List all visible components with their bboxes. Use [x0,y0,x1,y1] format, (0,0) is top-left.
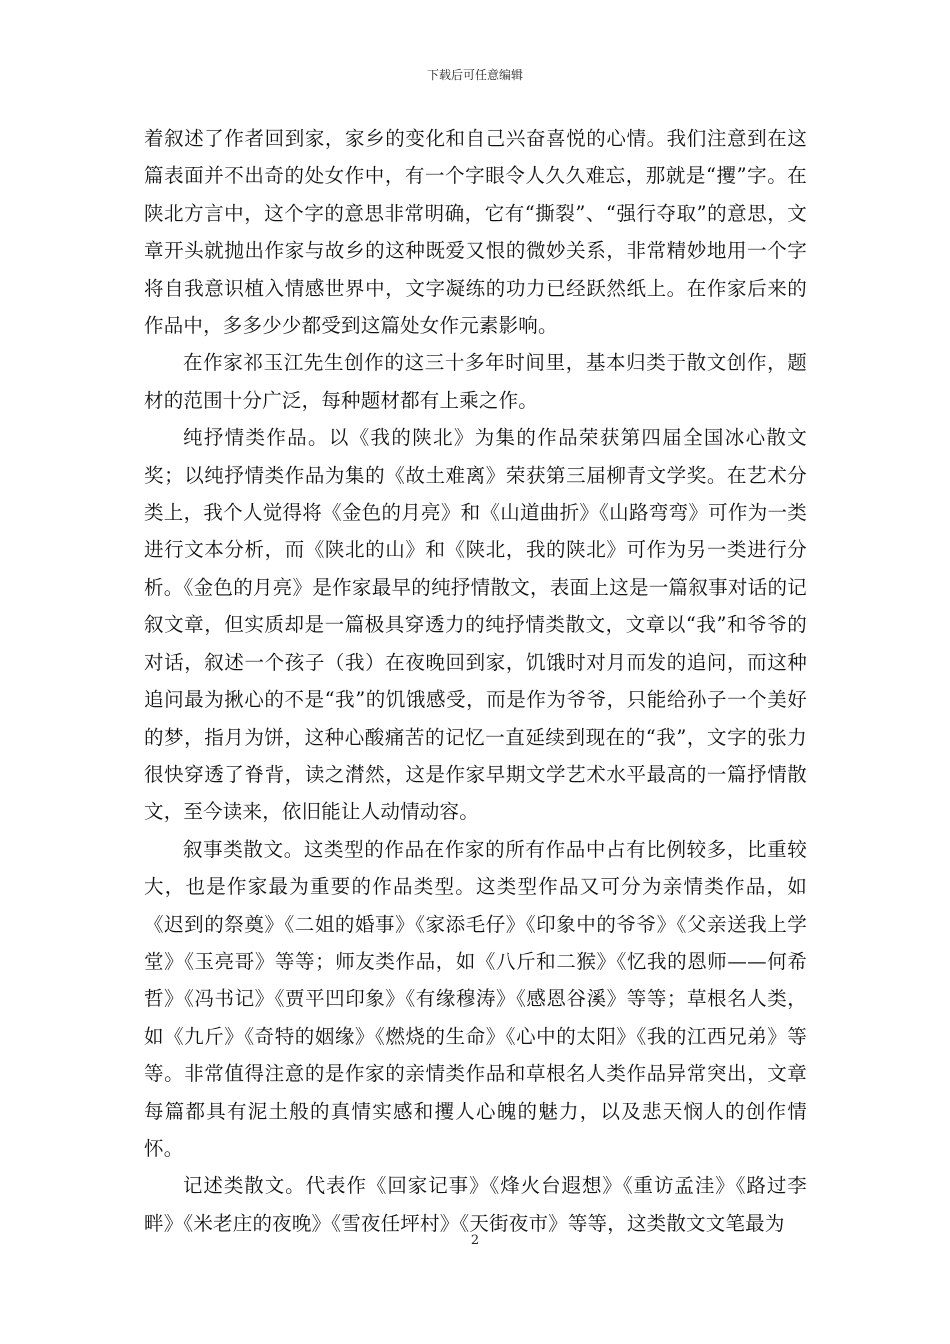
body-text [144,120,807,1242]
page-header: 下载后可任意编辑 [426,68,523,82]
paragraph: 纯抒情类作品。以《我的陕北》为集的作品荣获第四届全国冰心散文奖；以纯抒情类作品为集的《故土难离》荣获第三届柳青文学奖。在艺术分类上，我个人觉得将《金色的月亮》和《山道曲折》《山路弯弯》可作为一类进行文本分析，而《陕北的山》和《陕北，我的陕北》可作为另一类进行分析。《金色的月亮》是作家最早的纯抒情散文，表面上这是一篇叙事对话的记叙文章，但实质却是一篇极具穿透力的纯抒情类散文，文章以“我”和爷爷的对话，叙述一个孩子（我）在夜晚回到家，饥饿时对月而发的追问，而这种追问最为揪心的不是“我”的饥饿感受，而是作为爷爷，只能给孙子一个美好的梦，指月为饼，这种心酸痛苦的记忆一直延续到现在的“我”，文字的张力很快穿透了脊背，读之潸然，这是作家早期文学艺术水平最高的一篇抒情散文，至今读来，依旧能让人动情动容。 [144,426,807,824]
paragraph: 叙事类散文。这类型的作品在作家的所有作品中占有比例较多，比重较大，也是作家最为重要的作品类型。这类型作品又可分为亲情类作品，如《迟到的祭奠》《二姐的婚事》《家添毛仔》《印象中的爷爷》《父亲送我上学堂》《玉亮哥》等等；师友类作品，如《八斤和二猴》《忆我的恩师——何希哲》《冯书记》《贾平凹印象》《有缘穆涛》《感恩谷溪》等等；草根名人类，如《九斤》《奇特的姻缘》《燃烧的生命》《心中的太阳》《我的江西兄弟》等等。非常值得注意的是作家的亲情类作品和草根名人类作品异常突出，文章每篇都具有泥土般的真情实感和攫人心魄的魅力，以及悲天悯人的创作情怀。 [144,837,807,1160]
page-number: 2 [470,1233,480,1248]
paragraph-continued: 着叙述了作者回到家，家乡的变化和自己兴奋喜悦的心情。我们注意到在这篇表面并不出奇的处女作中，有一个字眼令人久久难忘，那就是“攫”字。在陕北方言中，这个字的意思非常明确，它有“撕裂”、“强行夺取”的意思，文章开头就抛出作家与故乡的这种既爱又恨的微妙关系，非常精妙地用一个字将自我意识植入情感世界中，文字凝练的功力已经跃然纸上。在作家后来的作品中，多多少少都受到这篇处女作元素影响。 [144,127,807,338]
paragraph: 在作家祁玉江先生创作的这三十多年时间里，基本归类于散文创作，题材的范围十分广泛，每种题材都有上乘之作。 [144,351,807,412]
paragraph: 记述类散文。代表作《回家记事》《烽火台遐想》《重访孟洼》《路过李畔》《米老庄的夜晚》《雪夜任坪村》《天街夜市》等等，这类散文文笔最为 [144,1174,807,1235]
